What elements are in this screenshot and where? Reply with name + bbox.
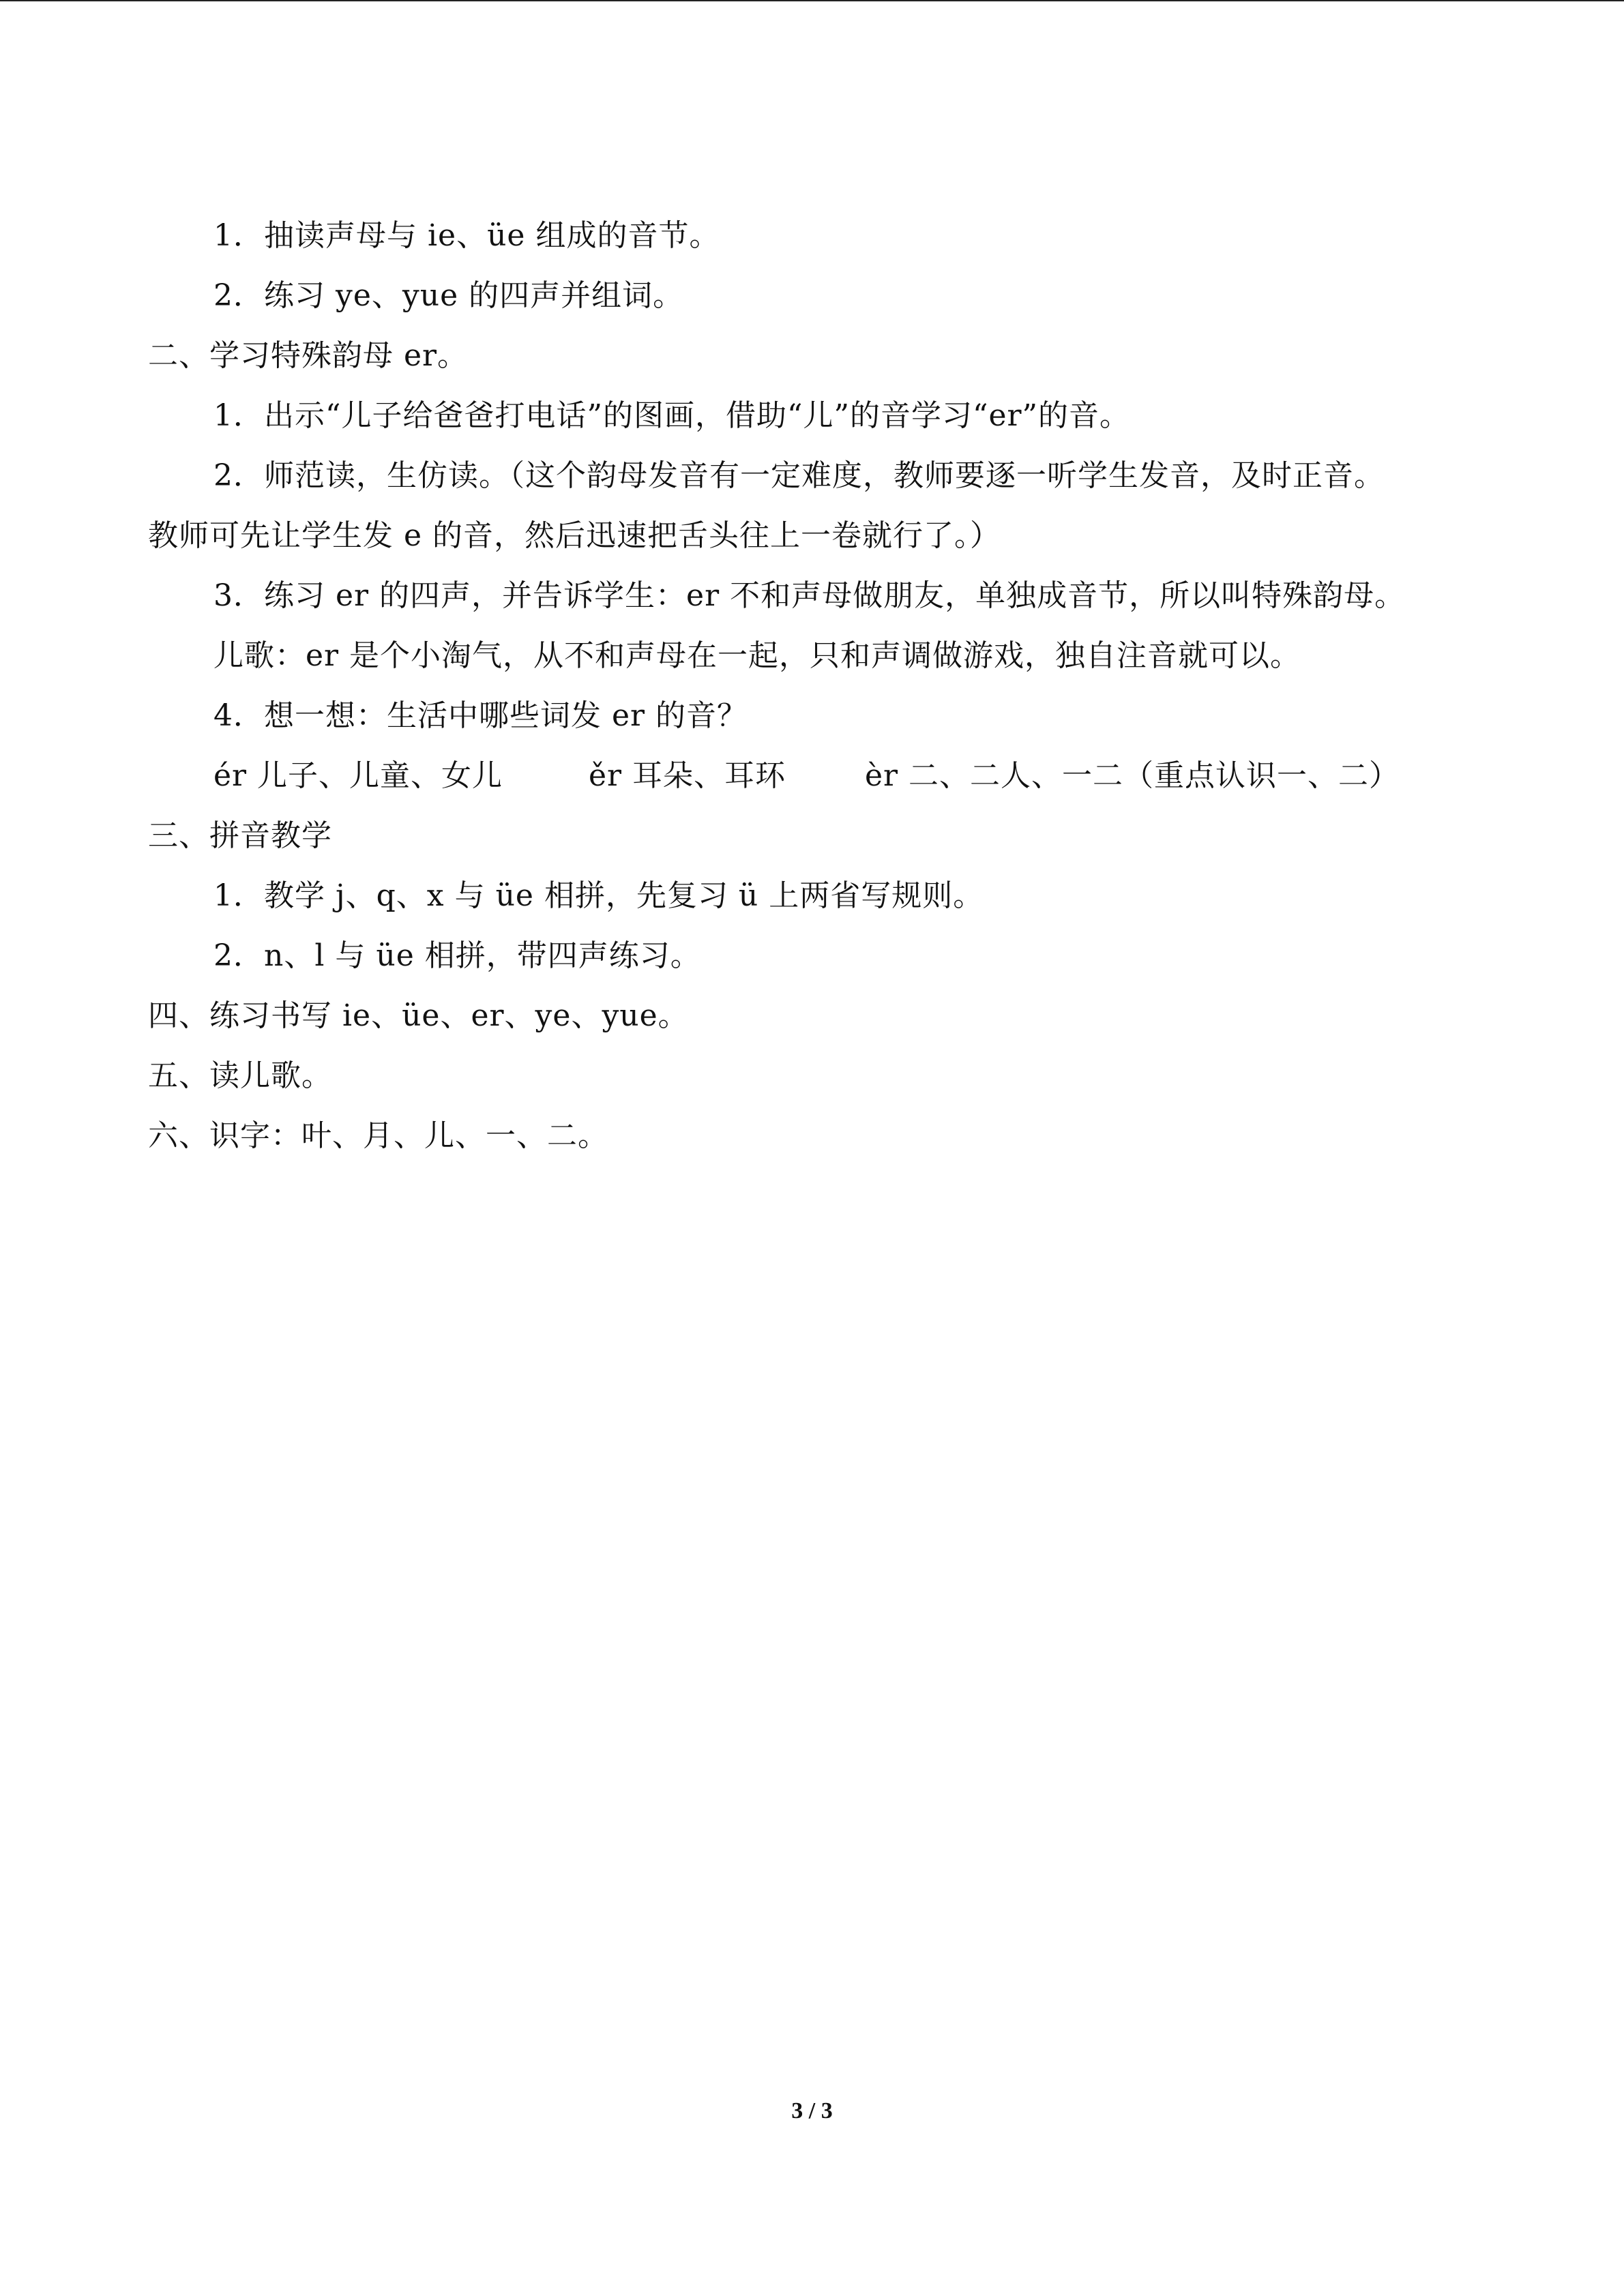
step-2-continuation: 教师可先让学生发 e 的音，然后迅速把舌头往上一卷就行了。）	[148, 518, 1001, 553]
step-2-practice-tones: 2．练习 ye、yue 的四声并组词。	[213, 278, 684, 313]
page-number: 3 / 3	[791, 2098, 833, 2123]
step-4-think: 4．想一想：生活中哪些词发 er 的音？	[213, 698, 748, 733]
document-body	[148, 206, 1485, 1166]
er-pronunciation-row	[148, 746, 1485, 806]
er-second-tone-words: ér 儿子、儿童、女儿	[213, 758, 503, 793]
er-third-tone-words: ěr 耳朵、耳环	[589, 758, 786, 793]
step-1-jqx-ue: 1．教学 j、q、x 与 üe 相拼，先复习 ü 上两省写规则。	[213, 878, 984, 913]
section-5-heading: 五、读儿歌。	[148, 1058, 332, 1093]
er-fourth-tone-words: èr 二、二人、一二（重点认识一、二）	[865, 758, 1400, 793]
section-3-heading: 三、拼音教学	[148, 818, 332, 853]
step-1-read-syllables: 1．抽读声母与 ie、üe 组成的音节。	[213, 218, 720, 253]
section-2-heading: 二、学习特殊韵母 er。	[148, 338, 469, 373]
nursery-rhyme-text: 儿歌：er 是个小淘气，从不和声母在一起，只和声调做游戏，独自注音就可以。	[213, 638, 1301, 673]
step-1-show-picture: 1．出示“儿子给爸爸打电话”的图画，借助“儿”的音学习“er”的音。	[213, 398, 1131, 433]
section-6-heading: 六、识字：叶、月、儿、一、二。	[148, 1118, 608, 1153]
step-2-nl-ue: 2．n、l 与 üe 相拼，带四声练习。	[213, 938, 701, 973]
section-4-heading: 四、练习书写 ie、üe、er、ye、yue。	[148, 998, 689, 1033]
step-3-practice-er: 3．练习 er 的四声，并告诉学生：er 不和声母做朋友，单独成音节，所以叫特殊韵母。	[213, 578, 1406, 613]
step-2-teacher-reading: 2．师范读，生仿读。（这个韵母发音有一定难度，教师要逐一听学生发音，及时正音。	[213, 458, 1385, 493]
